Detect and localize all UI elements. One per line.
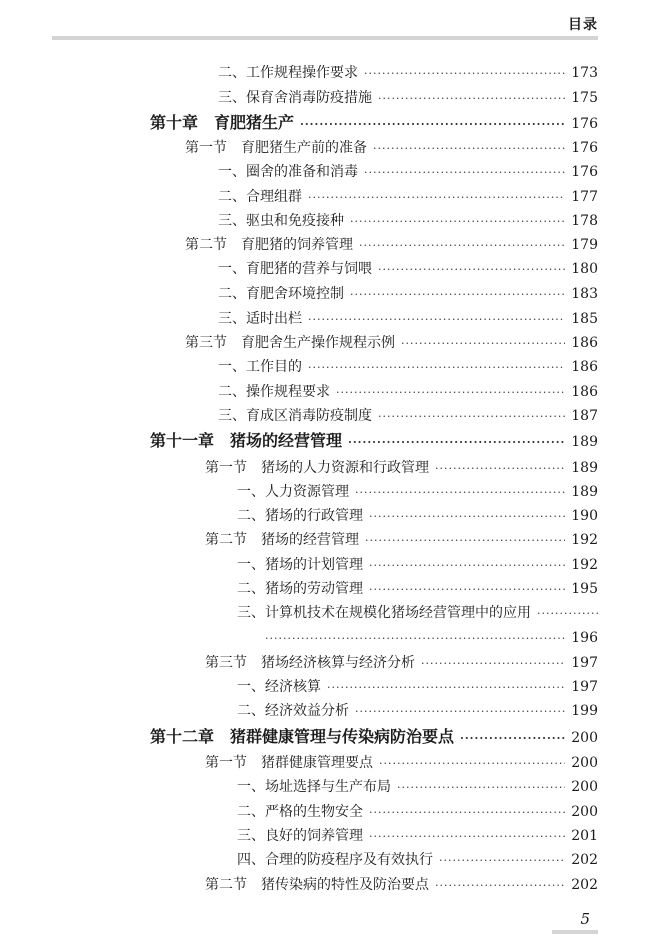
dot-leader bbox=[369, 581, 565, 599]
dot-leader bbox=[421, 655, 565, 673]
toc-entry-label: 三、计算机技术在规模化猪场经营管理中的应用 bbox=[237, 605, 531, 621]
toc-entry-label: 二、合理组群 bbox=[218, 189, 302, 205]
toc-section-label: 第二节 猪场的经营管理 bbox=[205, 532, 359, 548]
toc-entry-label: 三、驱虫和免疫接种 bbox=[218, 213, 344, 229]
toc-entry-page: 190 bbox=[571, 508, 598, 524]
toc-section-label: 第三节 育肥舍生产操作规程示例 bbox=[185, 335, 395, 351]
toc-entry[interactable] bbox=[218, 89, 598, 108]
footer-rule bbox=[552, 930, 598, 934]
dot-leader bbox=[369, 557, 565, 575]
toc-chapter[interactable] bbox=[150, 432, 598, 452]
toc-entry-page: 195 bbox=[571, 581, 598, 597]
dot-leader bbox=[460, 730, 565, 748]
toc-entry[interactable] bbox=[237, 778, 598, 797]
toc-entry[interactable] bbox=[218, 163, 598, 182]
dot-leader bbox=[308, 189, 565, 207]
running-header-title: 目录 bbox=[568, 17, 598, 33]
toc-entry[interactable] bbox=[237, 678, 598, 697]
toc-section-label: 第二节 猪传染病的特性及防治要点 bbox=[205, 877, 429, 893]
toc-entry[interactable] bbox=[237, 507, 598, 526]
toc-entry[interactable] bbox=[218, 188, 598, 207]
toc-chapter-page: 189 bbox=[571, 434, 598, 450]
dot-leader bbox=[369, 804, 565, 822]
toc-entry-label: 一、经济核算 bbox=[237, 679, 321, 695]
toc-entry-page: 175 bbox=[571, 90, 598, 106]
toc-entry-page: 189 bbox=[571, 484, 598, 500]
toc-entry-label: 三、良好的饲养管理 bbox=[237, 828, 363, 844]
dot-leader bbox=[397, 779, 565, 797]
dot-leader bbox=[379, 755, 565, 773]
toc-entry[interactable] bbox=[237, 580, 598, 599]
toc-entry-page: 180 bbox=[571, 261, 598, 277]
toc-entry[interactable] bbox=[237, 827, 598, 846]
toc-entry-label: 三、保育舍消毒防疫措施 bbox=[218, 90, 372, 106]
dot-leader bbox=[537, 605, 598, 623]
toc-entry-page: 197 bbox=[571, 679, 598, 695]
toc-chapter-label: 第十二章 猪群健康管理与传染病防治要点 bbox=[150, 727, 455, 746]
toc-chapter-page: 176 bbox=[571, 116, 598, 132]
toc-section-page: 189 bbox=[571, 460, 598, 476]
dot-leader bbox=[364, 164, 565, 182]
toc-entry-label: 二、工作规程操作要求 bbox=[218, 65, 358, 81]
toc-entry-page: 201 bbox=[571, 828, 598, 844]
toc-entry-label: 三、适时出栏 bbox=[218, 311, 302, 327]
toc-entry[interactable] bbox=[237, 483, 598, 502]
toc-entry[interactable] bbox=[237, 702, 598, 721]
toc-section[interactable] bbox=[205, 531, 598, 550]
toc-section-page: 197 bbox=[571, 655, 598, 671]
toc-section[interactable] bbox=[185, 236, 598, 255]
dot-leader bbox=[265, 630, 565, 648]
toc-section[interactable] bbox=[205, 654, 598, 673]
toc-entry-label: 一、圈舍的准备和消毒 bbox=[218, 164, 358, 180]
toc-section[interactable] bbox=[205, 459, 598, 478]
dot-leader bbox=[350, 213, 565, 231]
toc-entry-label: 一、育肥猪的营养与饲喂 bbox=[218, 261, 372, 277]
toc-chapter-label: 第十章 育肥猪生产 bbox=[150, 113, 295, 132]
toc-entry-label: 一、工作目的 bbox=[218, 359, 302, 375]
toc-section[interactable] bbox=[185, 334, 598, 353]
toc-entry-label: 二、严格的生物安全 bbox=[237, 804, 363, 820]
toc-entry-label: 一、猪场的计划管理 bbox=[237, 557, 363, 573]
toc-entry-label: 二、猪场的行政管理 bbox=[237, 508, 363, 524]
toc-entry-page: 187 bbox=[571, 408, 598, 424]
toc-entry-page: 186 bbox=[571, 359, 598, 375]
dot-leader bbox=[365, 532, 565, 550]
toc-entry[interactable] bbox=[218, 212, 598, 231]
toc-section-label: 第二节 育肥猪的饲养管理 bbox=[185, 237, 353, 253]
dot-leader bbox=[378, 261, 565, 279]
toc-section[interactable] bbox=[205, 754, 598, 773]
toc-entry-page: 199 bbox=[571, 703, 598, 719]
toc-entry-continuation[interactable] bbox=[265, 629, 598, 648]
dot-leader bbox=[401, 335, 565, 353]
dot-leader bbox=[369, 828, 565, 846]
toc-entry-page: 200 bbox=[571, 779, 598, 795]
toc-chapter-label: 第十一章 猪场的经营管理 bbox=[150, 431, 343, 450]
header-rule bbox=[52, 36, 598, 40]
toc-entry[interactable] bbox=[237, 556, 598, 575]
toc-entry[interactable] bbox=[237, 803, 598, 822]
toc-entry-page: 178 bbox=[571, 213, 598, 229]
toc-entry-label: 一、人力资源管理 bbox=[237, 484, 349, 500]
toc-entry-label: 二、猪场的劳动管理 bbox=[237, 581, 363, 597]
dot-leader bbox=[378, 90, 565, 108]
dot-leader bbox=[355, 703, 565, 721]
toc-chapter[interactable] bbox=[150, 114, 598, 134]
page-number: 5 bbox=[580, 910, 590, 928]
dot-leader bbox=[336, 384, 565, 402]
toc-entry-wrapped[interactable] bbox=[237, 604, 598, 623]
toc-entry-label: 四、合理的防疫程序及有效执行 bbox=[237, 852, 433, 868]
toc-section-page: 192 bbox=[571, 532, 598, 548]
toc-section-page: 176 bbox=[571, 140, 598, 156]
dot-leader bbox=[364, 65, 565, 83]
toc-section-page: 200 bbox=[571, 755, 598, 771]
toc-entry-page: 196 bbox=[571, 630, 598, 646]
dot-leader bbox=[348, 434, 565, 452]
dot-leader bbox=[308, 359, 565, 377]
toc-entry[interactable] bbox=[218, 358, 598, 377]
toc-entry-page: 173 bbox=[571, 65, 598, 81]
dot-leader bbox=[378, 408, 565, 426]
toc-section-label: 第三节 猪场经济核算与经济分析 bbox=[205, 655, 415, 671]
toc-entry[interactable] bbox=[218, 310, 598, 329]
toc-entry-label: 二、经济效益分析 bbox=[237, 703, 349, 719]
toc-chapter[interactable] bbox=[150, 728, 598, 748]
toc-section-page: 202 bbox=[571, 877, 598, 893]
toc-entry-page: 192 bbox=[571, 557, 598, 573]
toc-entry-label: 三、育成区消毒防疫制度 bbox=[218, 408, 372, 424]
toc-section-label: 第一节 猪场的人力资源和行政管理 bbox=[205, 460, 429, 476]
toc-entry[interactable] bbox=[218, 285, 598, 304]
toc-section[interactable] bbox=[185, 139, 598, 158]
dot-leader bbox=[435, 460, 565, 478]
toc-entry[interactable] bbox=[218, 383, 598, 402]
toc-entry-label: 二、操作规程要求 bbox=[218, 384, 330, 400]
toc-entry[interactable] bbox=[218, 260, 598, 279]
toc-section[interactable] bbox=[205, 876, 598, 895]
dot-leader bbox=[300, 116, 565, 134]
toc-section-page: 186 bbox=[571, 335, 598, 351]
toc-entry[interactable] bbox=[218, 64, 598, 83]
toc-entry-label: 二、育肥舍环境控制 bbox=[218, 286, 344, 302]
dot-leader bbox=[327, 679, 565, 697]
toc-entry[interactable] bbox=[237, 851, 598, 870]
dot-leader bbox=[359, 237, 565, 255]
toc-entry-label: 一、场址选择与生产布局 bbox=[237, 779, 391, 795]
toc-entry-page: 200 bbox=[571, 804, 598, 820]
toc-entry-page: 202 bbox=[571, 852, 598, 868]
dot-leader bbox=[435, 877, 565, 895]
toc-entry-page: 183 bbox=[571, 286, 598, 302]
dot-leader bbox=[308, 311, 565, 329]
toc-section-label: 第一节 育肥猪生产前的准备 bbox=[185, 140, 367, 156]
dot-leader bbox=[439, 852, 565, 870]
dot-leader bbox=[369, 508, 565, 526]
dot-leader bbox=[355, 484, 565, 502]
dot-leader bbox=[373, 140, 565, 158]
toc-entry-page: 185 bbox=[571, 311, 598, 327]
toc-chapter-page: 200 bbox=[571, 730, 598, 746]
toc-entry[interactable] bbox=[218, 407, 598, 426]
toc-section-page: 179 bbox=[571, 237, 598, 253]
toc-entry-page: 176 bbox=[571, 164, 598, 180]
toc-section-label: 第一节 猪群健康管理要点 bbox=[205, 755, 373, 771]
toc-entry-page: 177 bbox=[571, 189, 598, 205]
dot-leader bbox=[350, 286, 565, 304]
toc-entry-page: 186 bbox=[571, 384, 598, 400]
